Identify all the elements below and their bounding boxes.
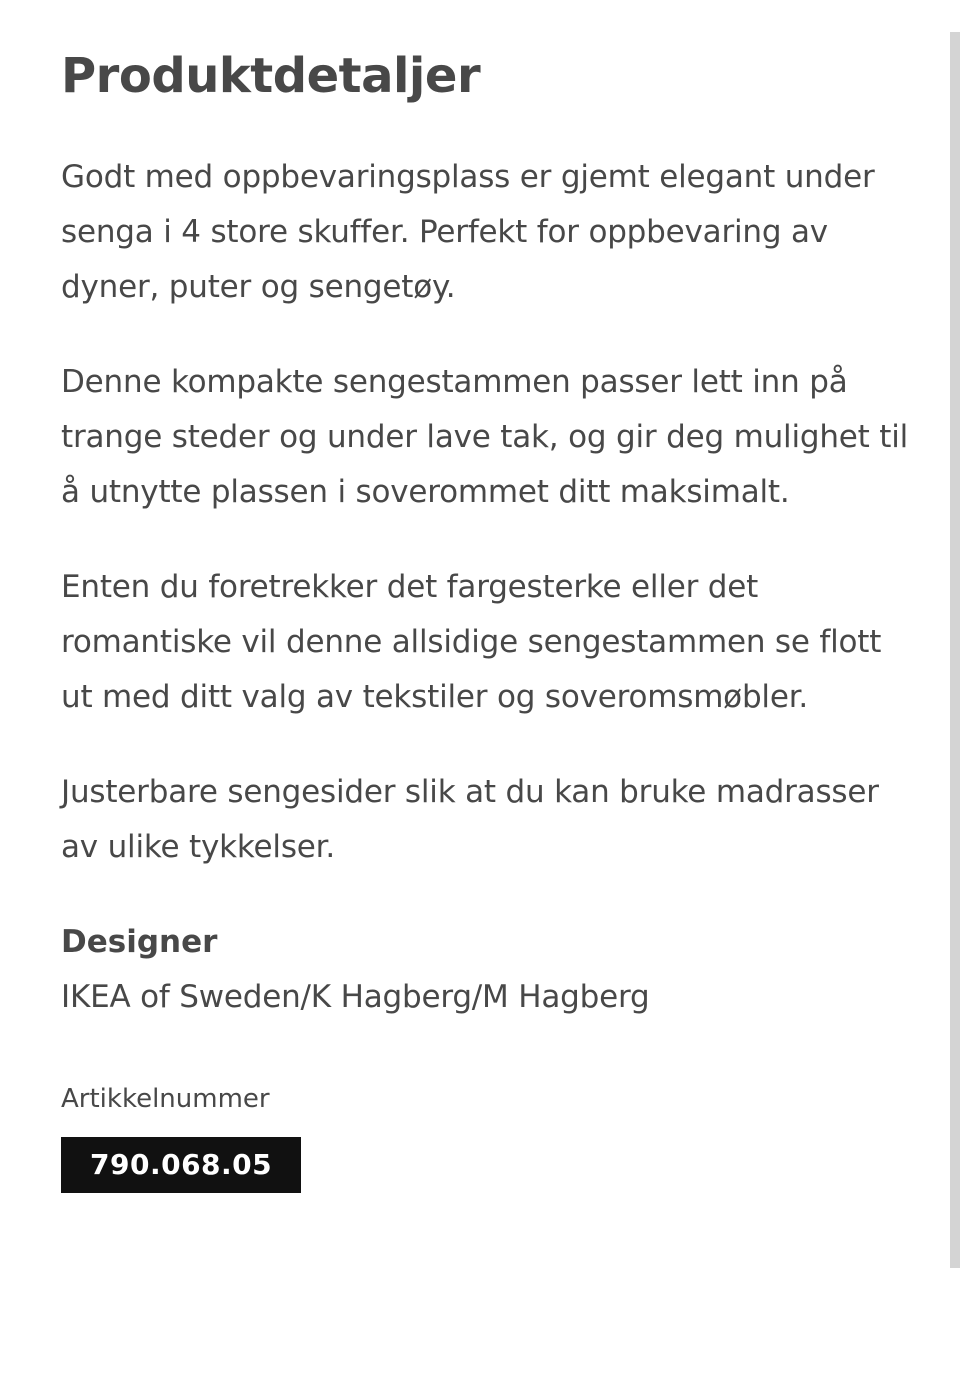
article-number-label: Artikkelnummer xyxy=(61,1084,270,1114)
description-paragraph-compact: Denne kompakte sengestammen passer lett inn på trange steder og under lave tak, og gir deg mulighet til å utnytte plassen i soverommet ditt maksimalt. xyxy=(61,364,909,510)
section-title: Produktdetaljer xyxy=(61,48,481,104)
product-details-section xyxy=(61,40,921,1193)
article-number-badge: 790.068.05 xyxy=(61,1137,301,1193)
scrollbar[interactable] xyxy=(950,32,960,1268)
description-paragraph-storage: Godt med oppbevaringsplass er gjemt elegant under senga i 4 store skuffer. Perfekt for oppbevaring av dyner, puter og sengetøy. xyxy=(61,159,875,305)
description-paragraph-adjustable: Justerbare sengesider slik at du kan bruke madrasser av ulike tykkelser. xyxy=(61,774,879,865)
description-paragraph-style: Enten du foretrekker det fargesterke eller det romantiske vil denne allsidige sengestammen se flott ut med ditt valg av tekstiler og soveromsmøbler. xyxy=(61,569,882,715)
designer-value: IKEA of Sweden/K Hagberg/M Hagberg xyxy=(61,979,650,1015)
designer-label: Designer xyxy=(61,924,218,960)
